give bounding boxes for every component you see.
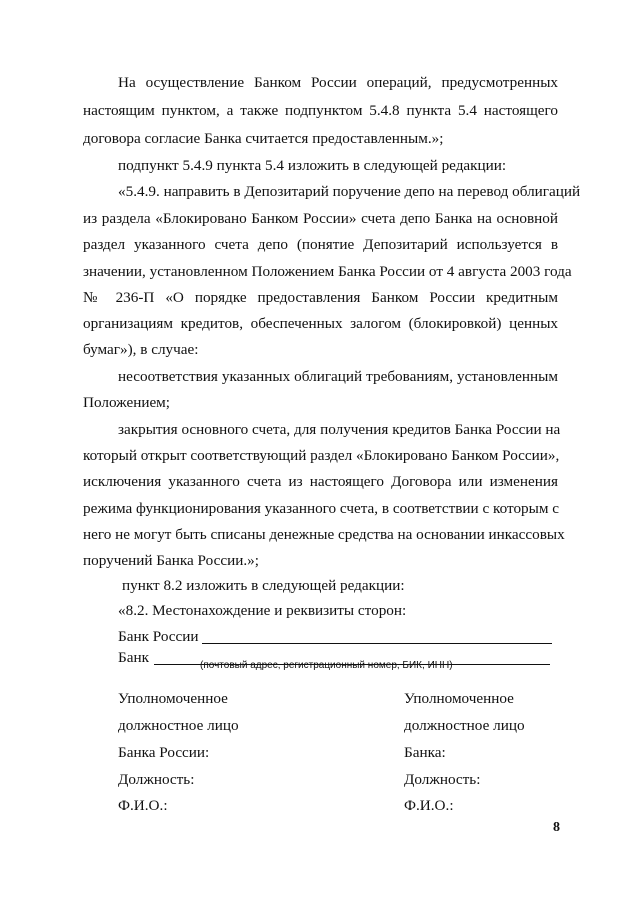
sig-right-line: Банка: [404,744,446,761]
bank-label: Банк [118,649,149,666]
body-line: несоответствия указанных облигаций требованиям, установленным [118,368,558,385]
body-line: значении, установленном Положением Банка России от 4 августа 2003 года [83,263,572,280]
sig-left-line: Банка России: [118,744,210,761]
body-line: «8.2. Местонахождение и реквизиты сторон: [118,602,407,619]
sig-right-line: Должность: [404,771,481,788]
body-line: Положением; [83,394,171,411]
body-line: «5.4.9. направить в Депозитарий поручение депо на перевод облигаций [118,183,581,200]
requisites-caption: (почтовый адрес, регистрационный номер, БИК, ИНН) [200,660,453,671]
body-line: настоящим пунктом, а также подпунктом 5.4.8 пункта 5.4 настоящего [83,102,558,119]
sig-left-line: должностное лицо [118,717,239,734]
body-line: раздел указанного счета депо (понятие Депозитарий используется в [83,236,558,253]
body-line: режима функционирования указанного счета, в соответствии с которым с [83,500,559,517]
sig-right-line: должностное лицо [404,717,525,734]
body-line: который открыт соответствующий раздел «Блокировано Банком России», [83,447,560,464]
body-line: бумаг»), в случае: [83,341,199,358]
body-line: № 236-П «О порядке предоставления Банком России кредитным [83,289,558,306]
body-line: пункт 8.2 изложить в следующей редакции: [122,577,405,594]
bank-russia-label: Банк России [118,628,199,645]
sig-left-line: Должность: [118,771,195,788]
sig-left-line: Уполномоченное [118,690,228,707]
sig-right-line: Ф.И.О.: [404,797,454,814]
body-line: организациям кредитов, обеспеченных залогом (блокировкой) ценных [83,315,558,332]
body-line: На осуществление Банком России операций, предусмотренных [118,74,558,91]
body-line: поручений Банка России.»; [83,552,259,569]
bank-russia-underline [202,643,552,644]
sig-left-line: Ф.И.О.: [118,797,168,814]
body-line: договора согласие Банка считается предоставленным.»; [83,130,444,147]
body-line: подпункт 5.4.9 пункта 5.4 изложить в следующей редакции: [118,157,507,174]
body-line: закрытия основного счета, для получения кредитов Банка России на [118,421,561,438]
body-line: из раздела «Блокировано Банком России» счета депо Банка на основной [83,210,558,227]
page-number: 8 [553,820,560,835]
sig-right-line: Уполномоченное [404,690,514,707]
bank-russia-field [118,627,558,649]
body-line: него не могут быть списаны денежные средства на основании инкассовых [83,526,565,543]
body-line: исключения указанного счета из настоящего Договора или изменения [83,473,558,490]
